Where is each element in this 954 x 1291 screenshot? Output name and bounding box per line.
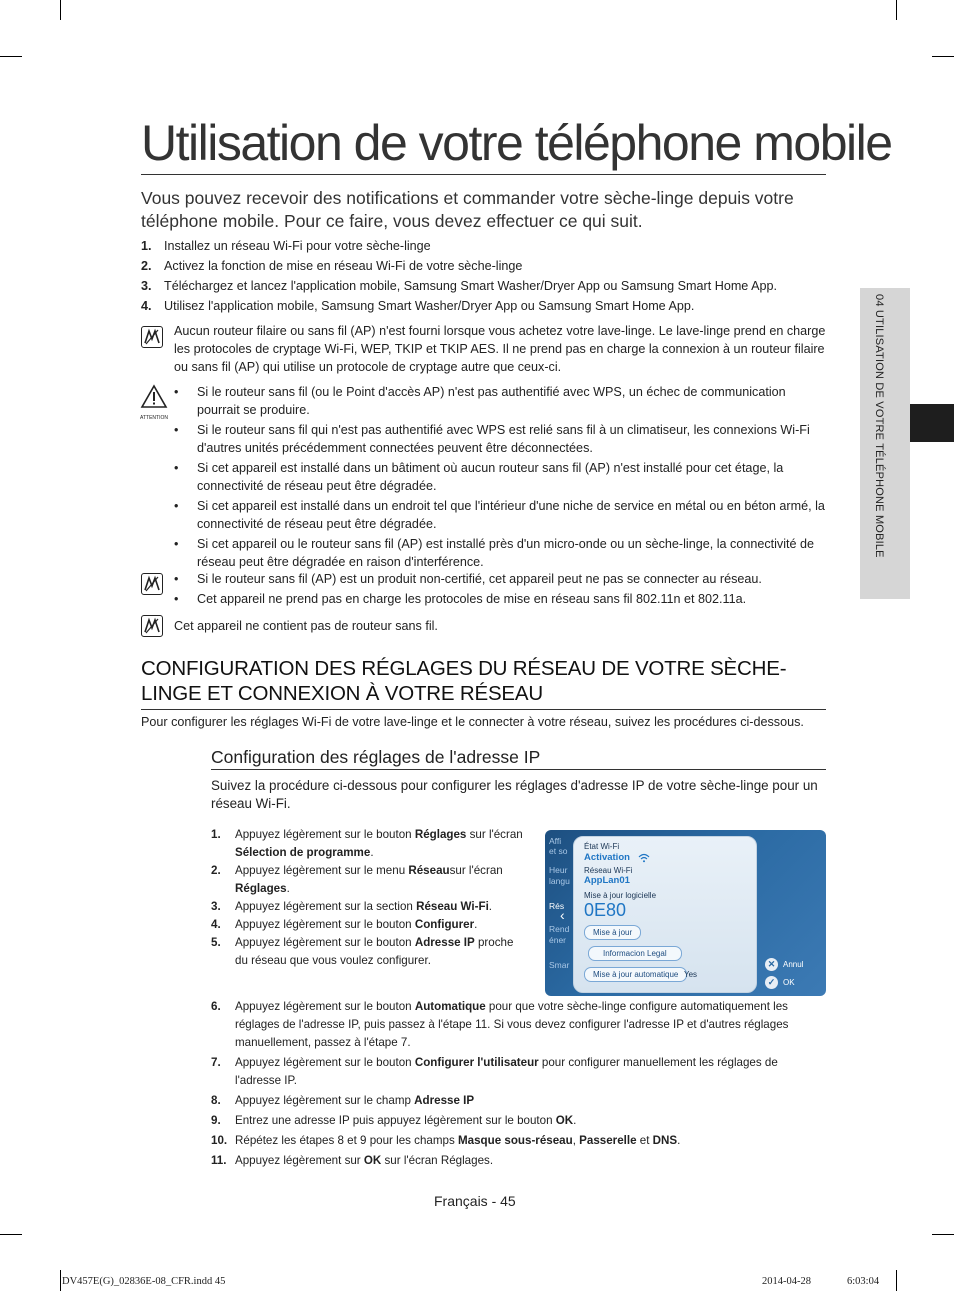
list-item: 4. Appuyez légèrement sur le bouton Configurer. — [211, 918, 478, 931]
list-item — [141, 236, 831, 256]
warning-list — [174, 383, 829, 573]
attention-label: ATTENTION — [140, 415, 168, 421]
chapter-tab-marker — [910, 404, 954, 442]
footer-time: 6:03:04 — [847, 1276, 880, 1287]
step-number: 2. — [141, 259, 152, 273]
list-item: 9. Entrez une adresse IP puis appuyez légèrement sur le bouton OK. — [211, 1114, 577, 1127]
list-item: 2. Appuyez légèrement sur le menu Réseausur l'écran Réglages. — [211, 864, 503, 895]
ok-control — [765, 976, 795, 989]
note-icon — [141, 326, 163, 348]
intro-text: Vous pouvez recevoir des notifications et commander votre sèche-linge depuis votre téléphone mobile. Pour ce faire, vous devez effectuer ce qui suit. — [141, 188, 794, 231]
screen-menu-item: Rend — [549, 924, 570, 934]
page-number: Français - 45 — [434, 1193, 516, 1209]
list-item: 1. Appuyez légèrement sur le bouton Réglages sur l'écran Sélection de programme. — [211, 828, 523, 859]
sub-intro: Suivez la procédure ci-dessous pour configurer les réglages d'adresse IP de votre sèche-linge pour un réseau Wi-Fi. — [211, 778, 818, 811]
list-item: 3. Appuyez légèrement sur la section Réseau Wi-Fi. — [211, 900, 493, 913]
list-item — [141, 276, 831, 296]
steps-list — [141, 236, 831, 316]
page-title: Utilisation de votre téléphone mobile — [141, 112, 826, 175]
crop-mark — [896, 0, 897, 20]
list-item: • Si cet appareil est installé dans un bâtiment où aucun routeur sans fil (AP) n'est installé pour cet étage, la connectivité de réseau peut être dégradée. — [174, 459, 829, 495]
chapter-tab-text: 04 UTILISATION DE VOTRE TÉLÉPHONE MOBILE — [873, 294, 885, 558]
list-item: 10. Répétez les étapes 8 et 9 pour les champs Masque sous-réseau, Passerelle et DNS. — [211, 1134, 681, 1147]
step-text: Installez un réseau Wi-Fi pour votre sèche-linge — [164, 239, 431, 253]
list-item: 5. Appuyez légèrement sur le bouton Adresse IP proche du réseau que vous voulez configurer. — [211, 936, 514, 967]
auto-update-button: Mise à jour automatique — [584, 967, 687, 982]
screen-menu-item: Smar — [549, 960, 570, 970]
bullet-text: Si cet appareil est installé dans un bâtiment où aucun routeur sans fil (AP) n'est installé pour cet étage, la connectivité de réseau peut être dégradée. — [197, 461, 784, 493]
step-number: 3. — [141, 279, 152, 293]
list-item: • Si le routeur sans fil qui n'est pas authentifié avec WPS est relié sans fil à un climatiseur, les connexions Wi-Fi d'autres unités précédemment connectées peuvent être déconnectées. — [174, 421, 829, 457]
screen-menu-item: langu — [549, 876, 570, 886]
bullet-text: Si le routeur sans fil (ou le Point d'accès AP) n'est pas authentifié avec WPS, un échec de communication pourrait se produire. — [197, 385, 786, 417]
update-label: Mise à jour logicielle — [584, 891, 657, 900]
list-item: • Si cet appareil ou le routeur sans fil (AP) est installé près d'un micro-onde ou un sèche-linge, la connectivité de réseau peut être dégradée en raison d'interférence. — [174, 535, 829, 571]
crop-mark — [60, 0, 61, 20]
screen-menu-item: Heur — [549, 865, 568, 875]
legal-button: Informacion Legal — [588, 946, 682, 961]
bullet-text: Si le routeur sans fil qui n'est pas authentifié avec WPS est relié sans fil à un climatiseur, les connexions Wi-Fi d'autres unités précédemment connectées peuvent être déconnectées. — [197, 423, 810, 455]
footer-date: 2014-04-28 — [762, 1276, 811, 1287]
chapter-tab-label — [860, 288, 910, 599]
crop-mark — [60, 1270, 61, 1291]
note-icon — [141, 615, 163, 637]
wifi-state-value: Activation — [584, 852, 630, 863]
bullet-text: Si cet appareil ou le routeur sans fil (AP) est installé près d'un micro-onde ou un sèche-linge, la connectivité de réseau peut être dégradée en raison d'interférence. — [197, 537, 815, 569]
auto-update-value: Yes — [684, 970, 698, 979]
bullet-text: Cet appareil ne prend pas en charge les protocoles de mise en réseau sans fil 802.11n et 802.11a. — [197, 592, 747, 606]
screen-menu-item: Affi — [549, 836, 562, 846]
settings-panel — [560, 836, 757, 993]
note-text: Cet appareil ne contient pas de routeur sans fil. — [174, 619, 438, 633]
crop-mark — [0, 1234, 22, 1235]
check-icon: ✓ — [765, 976, 778, 989]
version-value: 0E80 — [584, 900, 627, 920]
step-text: Téléchargez et lancez l'application mobile, Samsung Smart Washer/Dryer App ou Samsung Smart Home App. — [164, 279, 778, 293]
list-item: 8. Appuyez légèrement sur le champ Adresse IP — [211, 1094, 475, 1107]
network-label: Réseau Wi-Fi — [584, 866, 633, 875]
wifi-state-label: État Wi-Fi — [584, 842, 620, 851]
list-item: • Si cet appareil est installé dans un endroit tel que l'intérieur d'une niche de service en métal ou en béton armé, la connectivité de réseau peut être dégradée. — [174, 497, 829, 533]
step-text: Utilisez l'application mobile, Samsung Smart Washer/Dryer App ou Samsung Smart Home App. — [164, 299, 695, 313]
update-button: Mise à jour — [584, 925, 641, 940]
cancel-control — [765, 958, 803, 971]
ok-label: OK — [783, 978, 795, 987]
cancel-label: Annul — [783, 960, 804, 969]
section-heading: CONFIGURATION DES RÉGLAGES DU RÉSEAU DE VOTRE SÈCHE-LINGE ET CONNEXION À VOTRE RÉSEAU — [141, 656, 826, 710]
note-list — [174, 570, 829, 610]
ip-steps-list — [211, 998, 826, 1170]
warning-icon — [140, 384, 168, 421]
list-item: 6. Appuyez légèrement sur le bouton Automatique pour que votre sèche-linge configure automatiquement les réglages de l'adresse IP, puis passez à l'étape 11. Si vous devez configurer l'adresse IP et d'autres réglages manuellement, passez à l'étape 7. — [211, 1000, 789, 1049]
crop-mark — [932, 56, 954, 57]
footer-file: DV457E(G)_02836E-08_CFR.indd 45 — [62, 1276, 226, 1287]
sub-heading: Configuration des réglages de l'adresse IP — [211, 745, 826, 770]
wifi-icon — [638, 853, 650, 863]
crop-mark — [0, 56, 22, 57]
crop-mark — [932, 1234, 954, 1235]
screen-menu-item: et so — [549, 846, 568, 856]
list-item — [141, 296, 831, 316]
section-intro: Pour configurer les réglages Wi-Fi de votre lave-linge et le connecter à votre réseau, suivez les procédures ci-dessous. — [141, 715, 804, 729]
screen-menu-item: Rés — [549, 901, 565, 911]
chevron-left-icon: ‹ — [560, 907, 565, 923]
list-item — [141, 256, 831, 276]
list-item: 11. Appuyez légèrement sur OK sur l'écran Réglages. — [211, 1154, 494, 1167]
step-number: 1. — [141, 239, 152, 253]
screen-menu-item: éner — [549, 935, 567, 945]
bullet-text: Si cet appareil est installé dans un endroit tel que l'intérieur d'une niche de service en métal ou en béton armé, la connectivité de réseau peut être dégradée. — [197, 499, 825, 531]
note-text: Aucun routeur filaire ou sans fil (AP) n'est fourni lorsque vous achetez votre lave-linge. Le lave-linge prend en charge les protocoles de cryptage Wi-Fi, WEP, TKIP et TKIP AES. Il ne prend pas en charge la connexion à un routeur filaire ou sans fil (AP) qui utilise un protocole de cryptage autre que ceux-ci. — [174, 324, 826, 374]
close-icon: ✕ — [765, 958, 778, 971]
note-icon — [141, 573, 163, 595]
list-item: • Cet appareil ne prend pas en charge les protocoles de mise en réseau sans fil 802.11n et 802.11a. — [174, 592, 747, 606]
list-item: • Si le routeur sans fil (ou le Point d'accès AP) n'est pas authentifié avec WPS, un échec de communication pourrait se produire. — [174, 383, 829, 419]
list-item: 7. Appuyez légèrement sur le bouton Configurer l'utilisateur pour configurer manuellement les réglages de l'adresse IP. — [211, 1056, 778, 1087]
crop-mark — [896, 1270, 897, 1291]
bullet-text: Si le routeur sans fil (AP) est un produit non-certifié, cet appareil peut ne pas se connecter au réseau. — [197, 572, 762, 586]
ip-steps-list — [211, 826, 526, 970]
list-item: • Si le routeur sans fil (AP) est un produit non-certifié, cet appareil peut ne pas se connecter au réseau. — [174, 572, 762, 586]
step-number: 4. — [141, 299, 152, 313]
settings-screen-image — [545, 830, 826, 996]
network-value: AppLan01 — [584, 875, 630, 886]
step-text: Activez la fonction de mise en réseau Wi-Fi de votre sèche-linge — [164, 259, 523, 273]
